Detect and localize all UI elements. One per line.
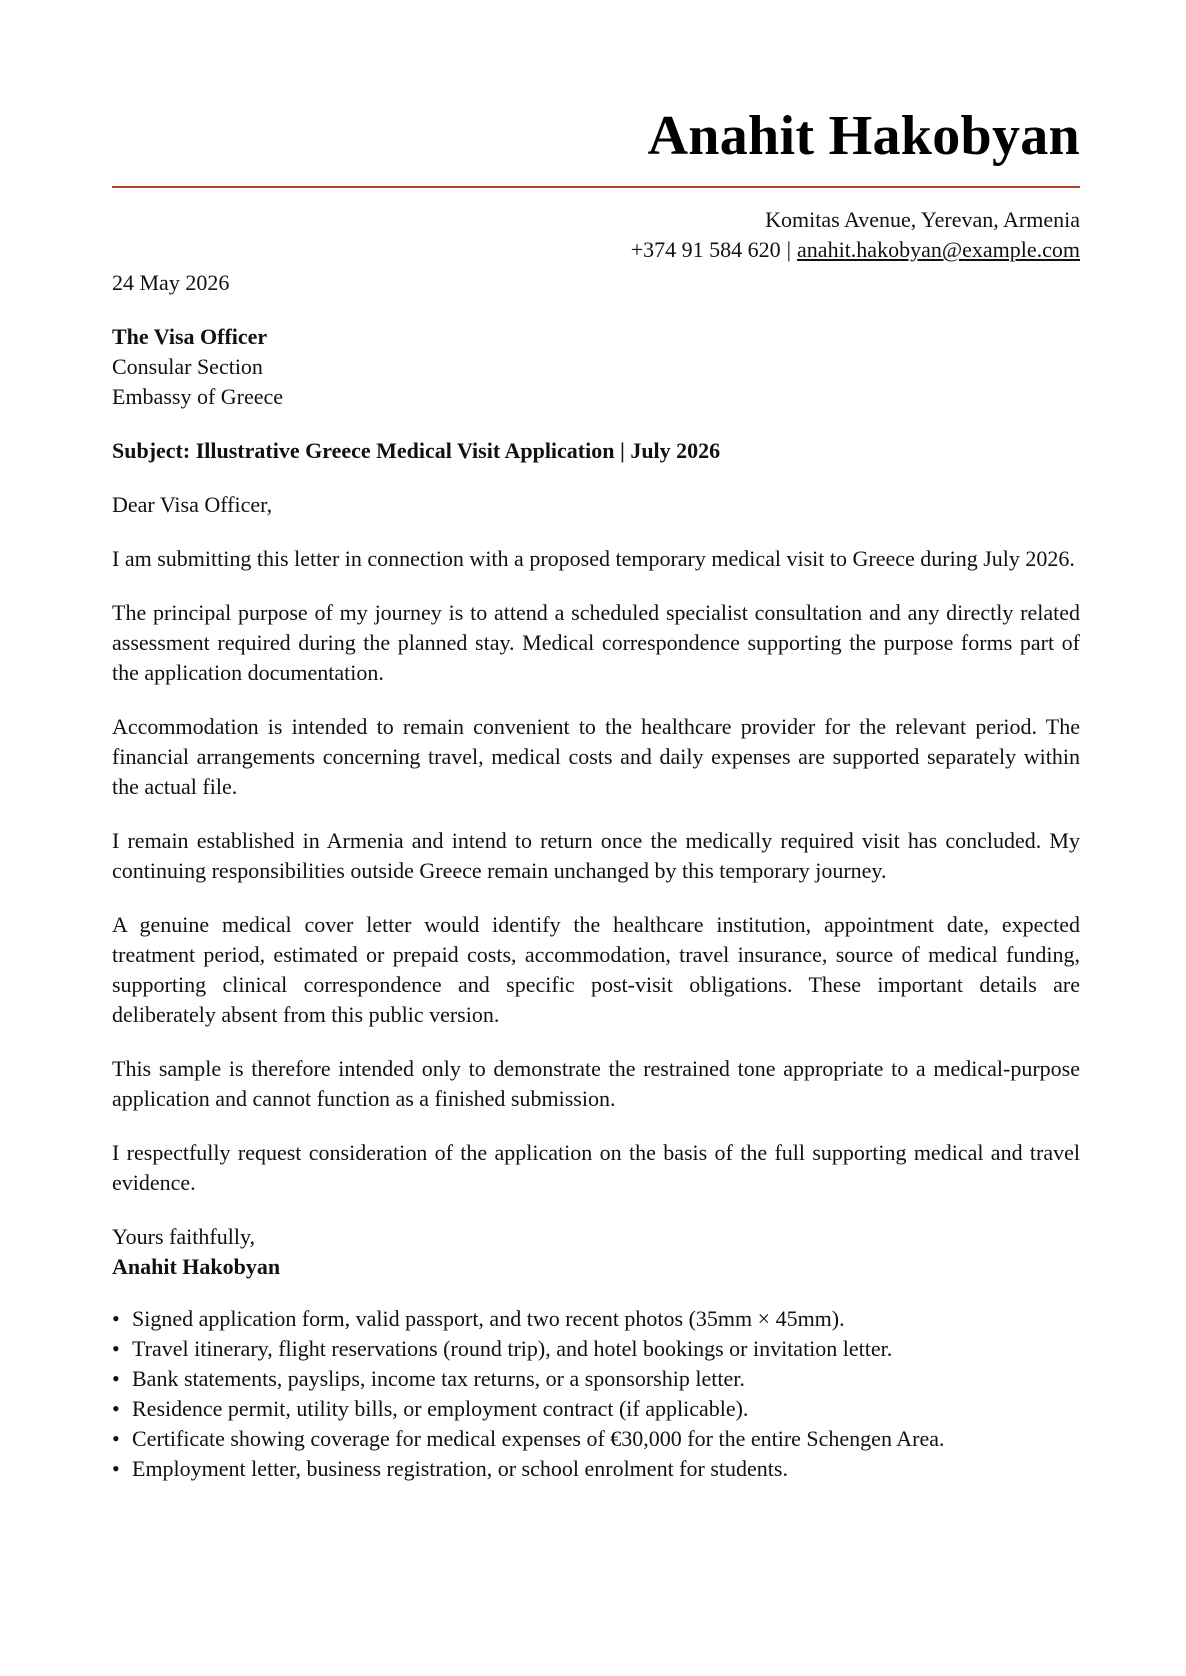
- list-item: [112, 1394, 1080, 1424]
- sender-address: Komitas Avenue, Yerevan, Armenia: [765, 207, 1080, 232]
- body-paragraph: I am submitting this letter in connection with a proposed temporary medical visit to Greece during July 2026.: [112, 546, 1075, 571]
- list-item-text: Signed application form, valid passport, and two recent photos (35mm × 45mm).: [132, 1306, 845, 1331]
- list-item: [112, 1334, 1080, 1364]
- closing-phrase: Yours faithfully,: [112, 1224, 256, 1249]
- list-item-text: Travel itinerary, flight reservations (round trip), and hotel bookings or invitation letter.: [132, 1336, 893, 1361]
- bullet-icon: •: [112, 1456, 120, 1481]
- letter-body: [112, 268, 1080, 1484]
- list-item-text: Residence permit, utility bills, or employment contract (if applicable).: [132, 1396, 749, 1421]
- signature-name: Anahit Hakobyan: [112, 1254, 281, 1279]
- recipient-title: The Visa Officer: [112, 324, 268, 349]
- body-paragraph: I respectfully request consideration of the application on the basis of the full supporting medical and travel evidence.: [112, 1140, 1080, 1195]
- contact-separator: |: [786, 237, 792, 262]
- bullet-icon: •: [112, 1336, 120, 1361]
- list-item: [112, 1424, 1080, 1454]
- documents-list: [112, 1304, 1080, 1484]
- sender-email-link[interactable]: anahit.hakobyan@example.com: [797, 237, 1080, 262]
- sender-name-heading: Anahit Hakobyan: [647, 105, 1080, 167]
- letter-date: 24 May 2026: [112, 270, 230, 295]
- body-paragraph: Accommodation is intended to remain convenient to the healthcare provider for the relevant period. The financial arrangements concerning travel, medical costs and daily expenses are supported separately within the actual file.: [112, 714, 1080, 799]
- subject-line: Subject: Illustrative Greece Medical Visit Application | July 2026: [112, 438, 721, 463]
- bullet-icon: •: [112, 1426, 120, 1451]
- recipient-line-2: Embassy of Greece: [112, 384, 284, 409]
- sender-phone: +374 91 584 620: [630, 237, 781, 262]
- contact-line: [631, 235, 1080, 265]
- list-item-text: Bank statements, payslips, income tax returns, or a sponsorship letter.: [132, 1366, 745, 1391]
- body-paragraph: This sample is therefore intended only to demonstrate the restrained tone appropriate to a medical-purpose application and cannot function as a finished submission.: [112, 1056, 1080, 1111]
- body-paragraph: I remain established in Armenia and intend to return once the medically required visit has concluded. My continuing responsibilities outside Greece remain unchanged by this temporary journey.: [112, 828, 1080, 883]
- list-item-text: Employment letter, business registration, or school enrolment for students.: [132, 1456, 788, 1481]
- salutation: Dear Visa Officer,: [112, 492, 273, 517]
- recipient-block: [112, 322, 1080, 412]
- bullet-icon: •: [112, 1396, 120, 1421]
- recipient-line-1: Consular Section: [112, 354, 263, 379]
- bullet-icon: •: [112, 1306, 120, 1331]
- closing-block: [112, 1222, 1080, 1282]
- bullet-icon: •: [112, 1366, 120, 1391]
- list-item: [112, 1364, 1080, 1394]
- list-item: [112, 1304, 1080, 1334]
- body-paragraph: The principal purpose of my journey is to attend a scheduled specialist consultation and any directly related assessment required during the planned stay. Medical correspondence supporting the purpose forms part of the application documentation.: [112, 600, 1080, 685]
- list-item-text: Certificate showing coverage for medical expenses of €30,000 for the entire Schengen Area.: [132, 1426, 945, 1451]
- contact-block: [631, 205, 1080, 265]
- header-divider: [112, 186, 1080, 188]
- body-paragraph: A genuine medical cover letter would identify the healthcare institution, appointment date, expected treatment period, estimated or prepaid costs, accommodation, travel insurance, source of medical funding, supporting clinical correspondence and specific post-visit obligations. These important details are deliberately absent from this public version.: [112, 912, 1080, 1027]
- list-item: [112, 1454, 1080, 1484]
